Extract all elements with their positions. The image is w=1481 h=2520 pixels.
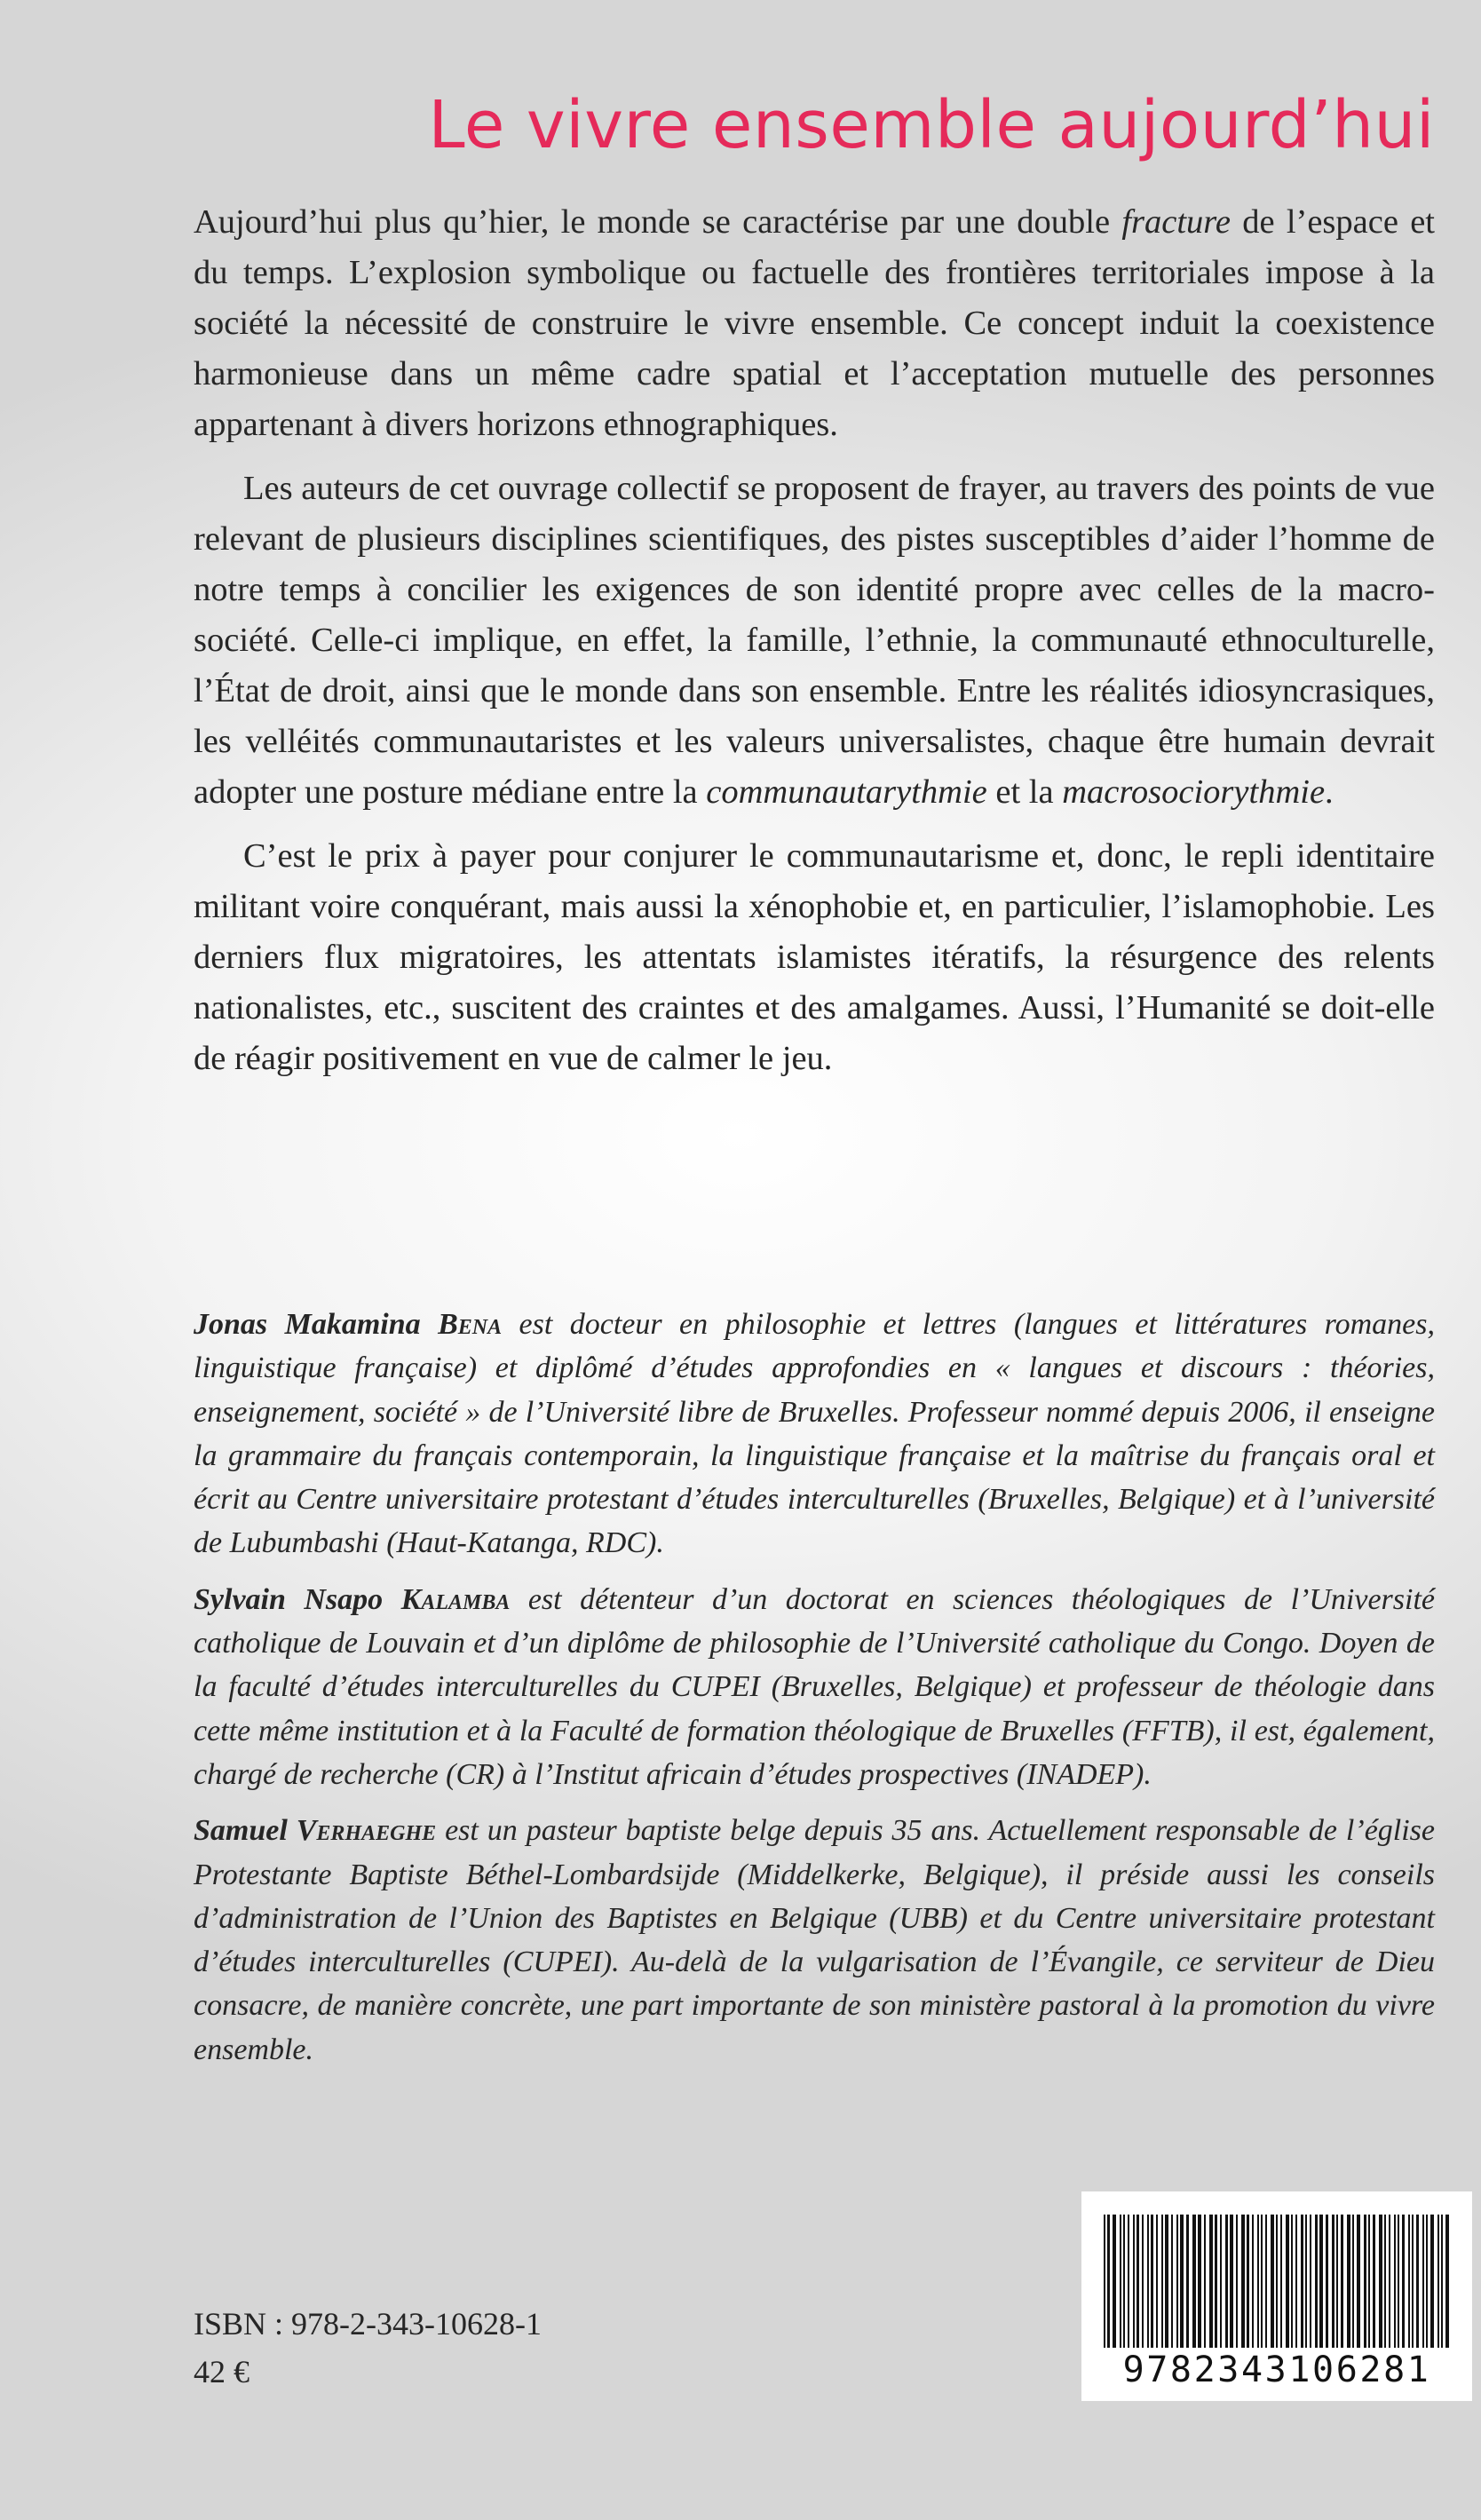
barcode-bar bbox=[1332, 2215, 1334, 2348]
barcode-bar bbox=[1357, 2215, 1360, 2348]
barcode-bar bbox=[1394, 2215, 1396, 2348]
barcode-digits: 9782343106281 bbox=[1122, 2350, 1431, 2390]
price: 42 € bbox=[194, 2354, 249, 2389]
barcode-bar bbox=[1186, 2215, 1189, 2348]
barcode-bar bbox=[1398, 2215, 1399, 2348]
barcode bbox=[1081, 2191, 1472, 2401]
author-bios bbox=[194, 1303, 1435, 2084]
barcode-bar bbox=[1123, 2215, 1125, 2348]
barcode-bar bbox=[1412, 2215, 1414, 2348]
barcode-bar bbox=[1368, 2215, 1370, 2348]
barcode-bar bbox=[1241, 2215, 1245, 2348]
barcode-bar bbox=[1402, 2215, 1405, 2348]
barcode-bar bbox=[1441, 2215, 1443, 2348]
barcode-bar bbox=[1341, 2215, 1343, 2348]
barcode-bar bbox=[1319, 2215, 1323, 2348]
barcode-bar bbox=[1113, 2215, 1116, 2348]
barcode-bar bbox=[1280, 2215, 1282, 2348]
barcode-bar bbox=[1171, 2215, 1173, 2348]
barcode-bar bbox=[1276, 2215, 1278, 2348]
barcode-bar bbox=[1161, 2215, 1163, 2348]
barcode-bar bbox=[1147, 2215, 1149, 2348]
barcode-bar bbox=[1286, 2215, 1289, 2348]
barcode-bar bbox=[1192, 2215, 1196, 2348]
barcode-bar bbox=[1220, 2215, 1222, 2348]
barcode-bars bbox=[1104, 2215, 1450, 2348]
barcode-bar bbox=[1437, 2215, 1439, 2348]
author-bio: Samuel Verhaeghe est un pasteur baptiste belge depuis 35 ans. Actuellement responsable de l’église Protestante Baptiste Béthel-Lombardsijde (Middelkerke, Belgique), il préside aussi les conseils d’administration de l’Union des Baptistes en Belgique (UBB) et du Centre universitaire protestant d’études interculturelles (CUPEI). Au-delà de la vulgarisation de l’Évangile, ce serviteur de Dieu consacre, de manière concrète, une part importante de son ministère pastoral à la promotion du vivre ensemble. bbox=[194, 1814, 1436, 2066]
summary bbox=[194, 197, 1435, 1098]
barcode-bar bbox=[1176, 2215, 1178, 2348]
barcode-bar bbox=[1104, 2215, 1105, 2348]
barcode-bar bbox=[1430, 2215, 1434, 2348]
barcode-bar bbox=[1261, 2215, 1263, 2348]
barcode-bar bbox=[1310, 2215, 1311, 2348]
author-bio: Jonas Makamina Bena est docteur en philosophie et lettres (langues et littératures romanes, linguistique française) et diplômé d’études approfondies en « langues et discours : théories, enseignement, société » de l’Université libre de Bruxelles. Professeur nommé depuis 2006, il enseigne la grammaire du français contemporain, la linguistique française et la maîtrise du français oral et écrit au Centre universitaire protestant d’études interculturelles (Bruxelles, Belgique) et à l’université de Lubumbashi (Haut-Katanga, RDC). bbox=[194, 1308, 1435, 1560]
barcode-bar bbox=[1364, 2215, 1366, 2348]
barcode-bar bbox=[1336, 2215, 1338, 2348]
barcode-bar bbox=[1236, 2215, 1238, 2348]
barcode-bar bbox=[1271, 2215, 1274, 2348]
barcode-bar bbox=[1291, 2215, 1293, 2348]
barcode-bar bbox=[1326, 2215, 1328, 2348]
isbn-number: ISBN : 978-2-343-10628-1 bbox=[194, 2306, 542, 2342]
author-name: Jonas Makamina Bena bbox=[194, 1308, 503, 1341]
barcode-bar bbox=[1142, 2215, 1144, 2348]
isbn-block bbox=[194, 2300, 542, 2396]
barcode-bar bbox=[1156, 2215, 1158, 2348]
barcode-bar bbox=[1301, 2215, 1303, 2348]
summary-paragraph-3: C’est le prix à payer pour conjurer le communautarisme et, donc, le repli identitaire militant voire conquérant, mais aussi la xénophobie et, en particulier, l’islamophobie. Les derniers flux migratoires, les attentats islamistes itératifs, la résurgence des relents nationalistes, etc., suscitent des craintes et des amalgames. Aussi, l’Humanité se doit-elle de réagir positivement en vue de calmer le jeu. bbox=[194, 837, 1435, 1077]
barcode-bar bbox=[1315, 2215, 1318, 2348]
barcode-bar bbox=[1295, 2215, 1297, 2348]
barcode-bar bbox=[1230, 2215, 1233, 2348]
barcode-bar bbox=[1198, 2215, 1201, 2348]
barcode-bar bbox=[1416, 2215, 1419, 2348]
barcode-bar bbox=[1352, 2215, 1354, 2348]
barcode-bar bbox=[1389, 2215, 1390, 2348]
barcode-bar bbox=[1165, 2215, 1168, 2348]
barcode-bar bbox=[1379, 2215, 1382, 2348]
barcode-bar bbox=[1445, 2215, 1449, 2348]
barcode-bar bbox=[1347, 2215, 1350, 2348]
barcode-bar bbox=[1209, 2215, 1213, 2348]
barcode-bar bbox=[1265, 2215, 1267, 2348]
barcode-bar bbox=[1225, 2215, 1228, 2348]
summary-paragraph-1: Aujourd’hui plus qu’hier, le monde se caractérise par une double fracture de l’espace et du temps. L’explosion symbolique ou factuelle des frontières territoriales impose à la société la nécessité de construire le vivre ensemble. Ce concept induit la coexistence harmonieuse dans un même cadre spatial et l’acceptation mutuelle des personnes appartenant à divers horizons ethnographiques. bbox=[194, 203, 1435, 443]
author-bio: Sylvain Nsapo Kalamba est détenteur d’un doctorat en sciences théologiques de l’Université catholique de Louvain et d’un diplôme de philosophie de l’Université catholique du Congo. Doyen de la faculté d’études interculturelles du CUPEI (Bruxelles, Belgique) et professeur de théologie dans cette même institution et à la Faculté de formation théologique de Bruxelles (FFTB), il est, également, chargé de recherche (CR) à l’Institut africain d’études prospectives (INADEP). bbox=[194, 1582, 1435, 1791]
barcode-bar bbox=[1257, 2215, 1259, 2348]
barcode-bar bbox=[1215, 2215, 1217, 2348]
barcode-bar bbox=[1426, 2215, 1428, 2348]
barcode-bar bbox=[1422, 2215, 1424, 2348]
barcode-bar bbox=[1252, 2215, 1254, 2348]
barcode-bar bbox=[1384, 2215, 1386, 2348]
book-title: Le vivre ensemble aujourd’hui bbox=[428, 87, 1435, 163]
barcode-bar bbox=[1373, 2215, 1375, 2348]
barcode-bar bbox=[1128, 2215, 1129, 2348]
author-name: Sylvain Nsapo Kalamba bbox=[194, 1582, 511, 1616]
barcode-bar bbox=[1305, 2215, 1307, 2348]
barcode-bar bbox=[1133, 2215, 1135, 2348]
barcode-bar bbox=[1247, 2215, 1249, 2348]
barcode-bar bbox=[1408, 2215, 1410, 2348]
summary-paragraph-2: Les auteurs de cet ouvrage collectif se proposent de frayer, au travers des points de vue relevant de plusieurs disciplines scientifiques, des pistes susceptibles d’aider l’homme de notre temps à concilier les exigences de son identité propre avec celles de la macro-société. Celle-ci implique, en effet, la famille, l’ethnie, la communauté ethnoculturelle, l’État de droit, ainsi que le monde dans son ensemble. Entre les réalités idiosyncrasiques, les velléités communautaristes et les valeurs universalistes, chaque être humain devrait adopter une posture médiane entre la communautarythmie et la macrosociorythmie. bbox=[194, 470, 1435, 811]
barcode-bar bbox=[1151, 2215, 1153, 2348]
author-name: Samuel Verhaeghe bbox=[194, 1814, 437, 1848]
barcode-bar bbox=[1107, 2215, 1110, 2348]
barcode-bar bbox=[1136, 2215, 1139, 2348]
barcode-bar bbox=[1120, 2215, 1121, 2348]
barcode-bar bbox=[1180, 2215, 1184, 2348]
barcode-bar bbox=[1204, 2215, 1206, 2348]
